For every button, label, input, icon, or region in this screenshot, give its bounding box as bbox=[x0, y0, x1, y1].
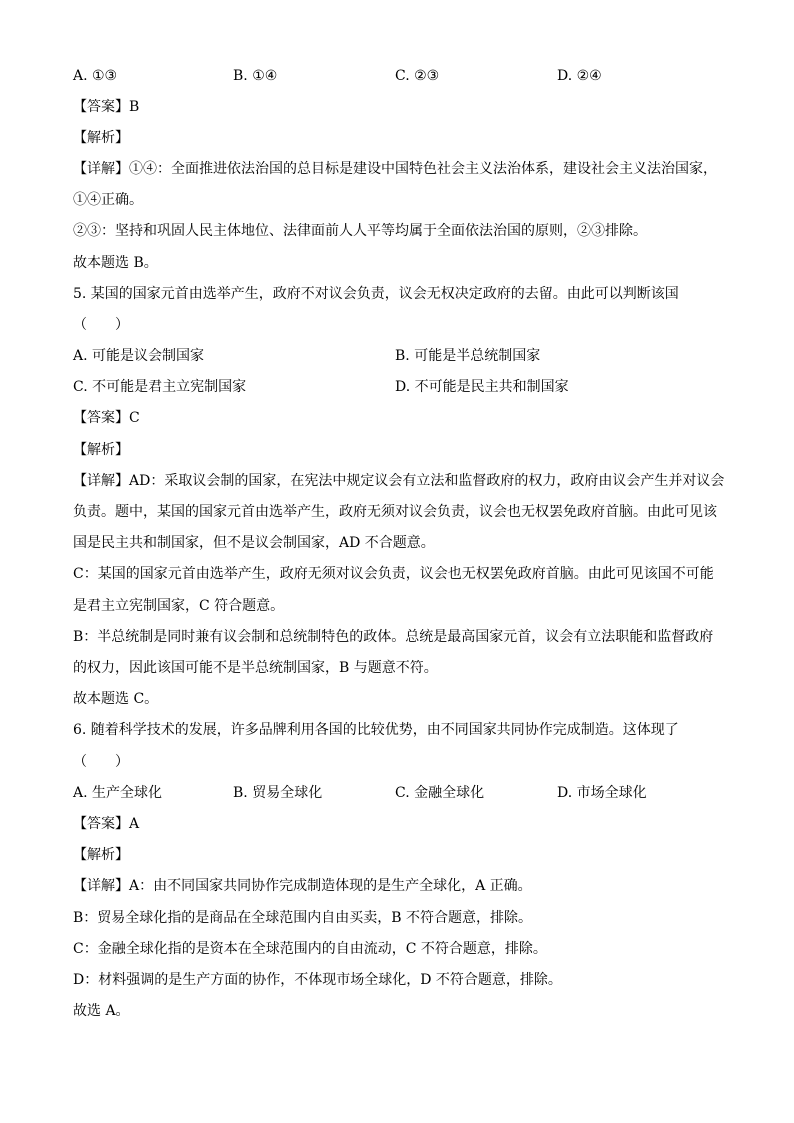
q6-analysis-heading: 【解析】 bbox=[73, 847, 129, 863]
q6-answer: 【答案】A bbox=[73, 816, 140, 832]
q6-stem-blank: （ ） bbox=[73, 754, 129, 770]
q4-options bbox=[73, 66, 733, 86]
q4-detail-line: ②③：坚持和巩固人民主体地位、法律面前人人平等均属于全面依法治国的原则，②③排除。 bbox=[73, 223, 647, 239]
q5-option-c: C. 不可能是君主立宪制国家 bbox=[73, 379, 247, 395]
q5-options-row-1 bbox=[73, 346, 733, 366]
q6-option-c: C. 金融全球化 bbox=[395, 785, 485, 801]
q5-option-b: B. 可能是半总统制国家 bbox=[395, 348, 541, 364]
q5-answer: 【答案】C bbox=[73, 410, 140, 426]
q5-option-d: D. 不可能是民主共和制国家 bbox=[395, 379, 569, 395]
q5-stem-blank: （ ） bbox=[73, 317, 129, 333]
q4-option-a: A. ①③ bbox=[73, 68, 118, 84]
q4-detail-line: ①④正确。 bbox=[73, 192, 143, 208]
q4-option-b: B. ①④ bbox=[233, 68, 278, 84]
q5-detail-line: 负责。题中，某国的国家元首由选举产生，政府无须对议会负责，议会也无权罢免政府首脑。由此可见该 bbox=[73, 504, 717, 520]
q6-detail-line: C：金融全球化指的是资本在全球范围内的自由流动，C 不符合题意，排除。 bbox=[73, 941, 547, 957]
q5-detail-line: 的权力，因此该国可能不是半总统制国家，B 与题意不符。 bbox=[73, 660, 438, 676]
q5-conclusion: 故本题选 C。 bbox=[73, 691, 159, 707]
q4-option-c: C. ②③ bbox=[395, 68, 440, 84]
q6-option-d: D. 市场全球化 bbox=[557, 785, 647, 801]
q5-options-row-2 bbox=[73, 377, 733, 397]
q4-detail-line: 【详解】①④：全面推进依法治国的总目标是建设中国特色社会主义法治体系，建设社会主义法治国家， bbox=[73, 161, 717, 177]
q6-option-a: A. 生产全球化 bbox=[73, 785, 163, 801]
q5-detail-line: 国是民主共和制国家，但不是议会制国家，AD 不合题意。 bbox=[73, 535, 435, 551]
q4-answer: 【答案】B bbox=[73, 99, 140, 115]
q5-detail-line: C：某国的国家元首由选举产生，政府无须对议会负责，议会也无权罢免政府首脑。由此可见该国不可能 bbox=[73, 566, 714, 582]
q5-option-a: A. 可能是议会制国家 bbox=[73, 348, 205, 364]
q4-option-d: D. ②④ bbox=[557, 68, 602, 84]
q4-analysis-heading: 【解析】 bbox=[73, 130, 129, 146]
q4-conclusion: 故本题选 B。 bbox=[73, 255, 158, 271]
q5-analysis-heading: 【解析】 bbox=[73, 442, 129, 458]
q6-conclusion: 故选 A。 bbox=[73, 1003, 130, 1019]
q6-option-b: B. 贸易全球化 bbox=[233, 785, 323, 801]
q5-detail-line: 是君主立宪制国家，C 符合题意。 bbox=[73, 598, 285, 614]
q5-detail-line: B：半总统制是同时兼有议会制和总统制特色的政体。总统是最高国家元首，议会有立法职能和监督政府 bbox=[73, 629, 714, 645]
q6-stem: 6. 随着科学技术的发展，许多品牌利用各国的比较优势，由不同国家共同协作完成制造。这体现了 bbox=[73, 722, 679, 738]
q6-detail-line: 【详解】A：由不同国家共同协作完成制造体现的是生产全球化，A 正确。 bbox=[73, 878, 532, 894]
q6-options bbox=[73, 783, 733, 803]
q5-stem: 5. 某国的国家元首由选举产生，政府不对议会负责，议会无权决定政府的去留。由此可以判断该国 bbox=[73, 286, 679, 302]
q5-detail-line: 【详解】AD：采取议会制的国家，在宪法中规定议会有立法和监督政府的权力，政府由议会产生并对议会 bbox=[73, 473, 725, 489]
q6-detail-line: D：材料强调的是生产方面的协作，不体现市场全球化，D 不符合题意，排除。 bbox=[73, 972, 562, 988]
q6-detail-line: B：贸易全球化指的是商品在全球范围内自由买卖，B 不符合题意，排除。 bbox=[73, 910, 533, 926]
